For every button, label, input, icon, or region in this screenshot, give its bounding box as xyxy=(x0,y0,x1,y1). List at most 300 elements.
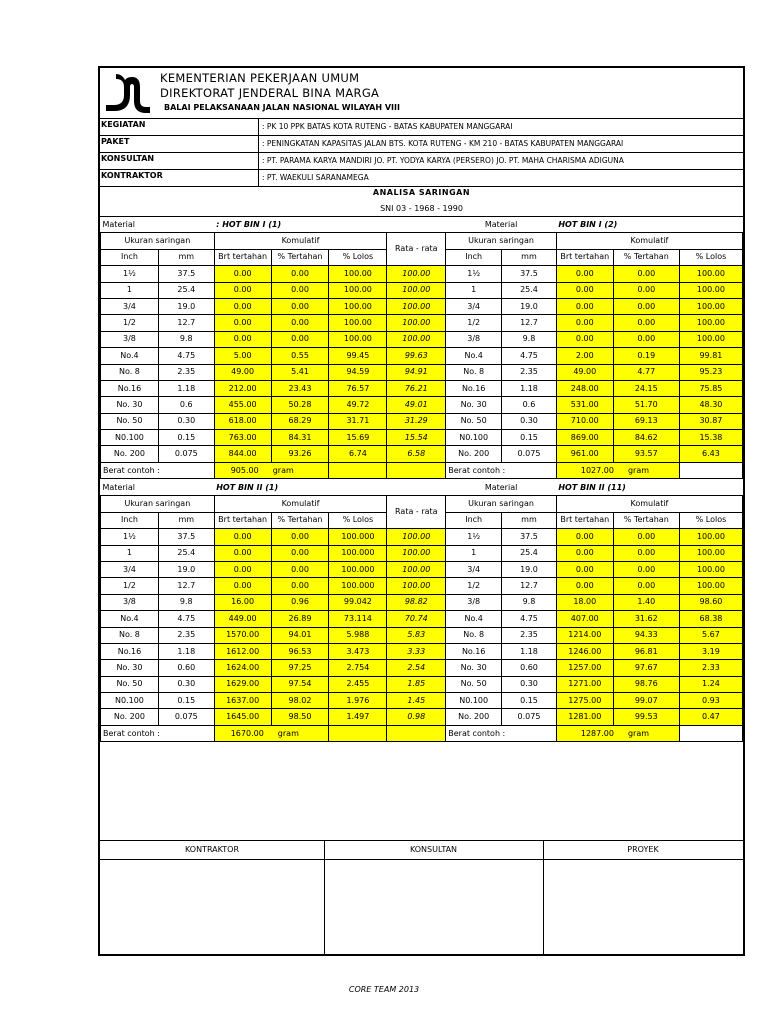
info-row xyxy=(100,169,743,187)
percent-retained: 0.00 xyxy=(613,282,679,298)
sieve-mm: 19.0 xyxy=(502,298,557,314)
sieve-mm: 0.075 xyxy=(502,709,557,725)
sieve-mm: 9.8 xyxy=(158,331,214,347)
sample-weight-label: Berat contoh : xyxy=(101,462,215,478)
percent-passing: 5.67 xyxy=(679,627,742,643)
retained-weight: 0.00 xyxy=(214,561,271,577)
percent-retained: 4.77 xyxy=(613,364,679,380)
retained-weight: 49.00 xyxy=(556,364,613,380)
col-header-brt: Brt tertahan xyxy=(214,249,271,265)
sieve-inch: 1/2 xyxy=(446,315,502,331)
average-passing: 99.63 xyxy=(387,348,446,364)
percent-retained: 0.00 xyxy=(613,266,679,282)
sieve-mm: 0.15 xyxy=(158,430,214,446)
percent-retained: 97.67 xyxy=(613,660,679,676)
sieve-inch: No. 200 xyxy=(446,709,502,725)
sieve-inch: 3/4 xyxy=(446,561,502,577)
average-passing: 70.74 xyxy=(387,611,446,627)
letterhead xyxy=(100,68,743,119)
col-header-komulatif: Komulatif xyxy=(214,496,387,512)
percent-passing: 99.45 xyxy=(329,348,387,364)
col-header-pct_l: % Lolos xyxy=(679,512,742,528)
col-header-mm: mm xyxy=(158,512,214,528)
percent-retained: 98.50 xyxy=(271,709,329,725)
sample-weight-label: Berat contoh : xyxy=(446,725,557,741)
sieve-inch: No.4 xyxy=(446,611,502,627)
retained-weight: 18.00 xyxy=(556,594,613,610)
sieve-inch: 3/4 xyxy=(101,561,159,577)
retained-weight: 0.00 xyxy=(556,298,613,314)
table-row xyxy=(101,643,743,659)
sieve-inch: 3/8 xyxy=(446,331,502,347)
retained-weight: 0.00 xyxy=(556,545,613,561)
retained-weight: 0.00 xyxy=(214,282,271,298)
percent-passing: 95.23 xyxy=(679,364,742,380)
percent-passing: 1.24 xyxy=(679,676,742,692)
col-header-rata: Rata - rata xyxy=(387,233,446,266)
sieve-mm: 1.18 xyxy=(158,643,214,659)
sample-weight-row xyxy=(101,725,743,741)
col-header-pct_l: % Lolos xyxy=(679,249,742,265)
sieve-mm: 25.4 xyxy=(158,282,214,298)
average-passing: 5.83 xyxy=(387,627,446,643)
sieve-inch: 1/2 xyxy=(446,578,502,594)
table-row xyxy=(101,315,743,331)
col-header-pct_t: % Tertahan xyxy=(271,249,329,265)
table-row xyxy=(101,413,743,429)
percent-passing: 100.000 xyxy=(329,545,387,561)
sample-weight-label: Berat contoh : xyxy=(446,462,557,478)
table-header-row xyxy=(101,496,743,512)
percent-passing: 76.57 xyxy=(329,380,387,396)
average-passing: 0.98 xyxy=(387,709,446,725)
signature-label: KONTRAKTOR xyxy=(100,841,324,860)
sieve-inch: No. 30 xyxy=(446,397,502,413)
sieve-mm: 0.6 xyxy=(158,397,214,413)
col-header-pct_t: % Tertahan xyxy=(271,512,329,528)
table-row xyxy=(101,364,743,380)
sieve-inch: No.4 xyxy=(101,348,159,364)
sieve-inch: No. 30 xyxy=(446,660,502,676)
percent-retained: 0.19 xyxy=(613,348,679,364)
table-row xyxy=(101,331,743,347)
retained-weight: 0.00 xyxy=(556,266,613,282)
material-name: : HOT BIN I (1) xyxy=(216,219,282,229)
average-passing: 100.00 xyxy=(387,545,446,561)
percent-retained: 0.00 xyxy=(613,545,679,561)
retained-weight: 531.00 xyxy=(556,397,613,413)
retained-weight: 1645.00 xyxy=(214,709,271,725)
percent-retained: 51.70 xyxy=(613,397,679,413)
document-frame xyxy=(98,66,745,956)
sieve-mm: 4.75 xyxy=(158,348,214,364)
signature-section xyxy=(100,840,743,955)
percent-passing: 15.38 xyxy=(679,430,742,446)
col-header-brt: Brt tertahan xyxy=(556,512,613,528)
sieve-mm: 0.075 xyxy=(158,446,214,462)
retained-weight: 449.00 xyxy=(214,611,271,627)
col-header-pct_t: % Tertahan xyxy=(613,512,679,528)
signature-box-konsultan xyxy=(324,841,544,955)
col-header-rata: Rata - rata xyxy=(387,496,446,529)
sieve-mm: 37.5 xyxy=(158,529,214,545)
percent-passing: 30.87 xyxy=(679,413,742,429)
table-row xyxy=(101,380,743,396)
retained-weight: 0.00 xyxy=(556,529,613,545)
retained-weight: 844.00 xyxy=(214,446,271,462)
retained-weight: 0.00 xyxy=(214,545,271,561)
sieve-inch: No.16 xyxy=(446,380,502,396)
sieve-inch: No. 200 xyxy=(101,446,159,462)
ministry-logo-icon xyxy=(102,71,152,116)
table-row xyxy=(101,693,743,709)
percent-retained: 68.29 xyxy=(271,413,329,429)
col-header-mm: mm xyxy=(158,249,214,265)
percent-retained: 99.07 xyxy=(613,693,679,709)
retained-weight: 49.00 xyxy=(214,364,271,380)
percent-passing: 2.455 xyxy=(329,676,387,692)
sieve-mm: 25.4 xyxy=(158,545,214,561)
sieve-mm: 0.30 xyxy=(158,413,214,429)
retained-weight: 212.00 xyxy=(214,380,271,396)
table-row xyxy=(101,298,743,314)
sieve-inch: 1/2 xyxy=(101,578,159,594)
percent-passing: 5.988 xyxy=(329,627,387,643)
retained-weight: 0.00 xyxy=(214,315,271,331)
retained-weight: 869.00 xyxy=(556,430,613,446)
sample-weight-value: 1027.00 gram xyxy=(556,462,679,478)
percent-retained: 0.00 xyxy=(271,578,329,594)
retained-weight: 407.00 xyxy=(556,611,613,627)
sieve-mm: 4.75 xyxy=(502,348,557,364)
percent-retained: 1.40 xyxy=(613,594,679,610)
material-label: Material xyxy=(102,219,135,229)
sieve-inch: No. 200 xyxy=(101,709,159,725)
sieve-inch: No.4 xyxy=(446,348,502,364)
retained-weight: 248.00 xyxy=(556,380,613,396)
sieve-inch: N0.100 xyxy=(446,430,502,446)
percent-retained: 0.00 xyxy=(271,315,329,331)
sieve-inch: No. 30 xyxy=(101,660,159,676)
table-row xyxy=(101,446,743,462)
percent-passing: 68.38 xyxy=(679,611,742,627)
percent-retained: 98.76 xyxy=(613,676,679,692)
col-header-ukuran: Ukuran saringan xyxy=(101,496,215,512)
signature-label: KONSULTAN xyxy=(324,841,543,860)
table-row xyxy=(101,430,743,446)
sieve-mm: 12.7 xyxy=(502,578,557,594)
col-header-pct_l: % Lolos xyxy=(329,512,387,528)
percent-passing: 100.00 xyxy=(329,331,387,347)
percent-passing: 100.000 xyxy=(329,529,387,545)
percent-passing: 100.00 xyxy=(679,298,742,314)
retained-weight: 1257.00 xyxy=(556,660,613,676)
table-row xyxy=(101,611,743,627)
sieve-inch: 1½ xyxy=(446,266,502,282)
sieve-mm: 9.8 xyxy=(502,594,557,610)
retained-weight: 0.00 xyxy=(556,561,613,577)
table-row xyxy=(101,561,743,577)
sieve-inch: 3/8 xyxy=(446,594,502,610)
sample-weight-value: 1670.00 gram xyxy=(214,725,329,741)
sieve-mm: 2.35 xyxy=(158,627,214,643)
percent-passing: 100.00 xyxy=(679,266,742,282)
sieve-mm: 37.5 xyxy=(158,266,214,282)
average-passing: 6.58 xyxy=(387,446,446,462)
average-passing: 3.33 xyxy=(387,643,446,659)
percent-passing: 48.30 xyxy=(679,397,742,413)
percent-passing: 100.00 xyxy=(679,561,742,577)
sieve-inch: No.16 xyxy=(101,643,159,659)
sieve-mm: 2.35 xyxy=(502,627,557,643)
retained-weight: 0.00 xyxy=(556,315,613,331)
info-value: : PK 10 PPK BATAS KOTA RUTENG - BATAS KABUPATEN MANGGARAI xyxy=(258,118,743,135)
percent-passing: 100.00 xyxy=(329,315,387,331)
percent-passing: 100.00 xyxy=(679,315,742,331)
sieve-inch: N0.100 xyxy=(101,693,159,709)
percent-passing: 99.042 xyxy=(329,594,387,610)
sieve-inch: 1½ xyxy=(446,529,502,545)
info-value: : PT. PARAMA KARYA MANDIRI JO. PT. YODYA KARYA (PERSERO) JO. PT. MAHA CHARISMA ADIGUNA xyxy=(258,152,743,169)
col-header-inch: Inch xyxy=(101,249,159,265)
retained-weight: 0.00 xyxy=(214,578,271,594)
table-row xyxy=(101,709,743,725)
col-header-pct_t: % Tertahan xyxy=(613,249,679,265)
percent-retained: 96.53 xyxy=(271,643,329,659)
sieve-mm: 12.7 xyxy=(502,315,557,331)
info-row xyxy=(100,152,743,170)
percent-passing: 0.93 xyxy=(679,693,742,709)
col-header-komulatif: Komulatif xyxy=(556,233,742,249)
percent-retained: 0.00 xyxy=(271,282,329,298)
sieve-mm: 1.18 xyxy=(158,380,214,396)
percent-retained: 0.55 xyxy=(271,348,329,364)
sieve-inch: No. 50 xyxy=(101,676,159,692)
sieve-mm: 0.15 xyxy=(502,693,557,709)
retained-weight: 1246.00 xyxy=(556,643,613,659)
table-row xyxy=(101,529,743,545)
col-header-ukuran: Ukuran saringan xyxy=(446,496,557,512)
average-passing: 100.00 xyxy=(387,298,446,314)
signature-box-kontraktor xyxy=(100,841,325,955)
percent-retained: 24.15 xyxy=(613,380,679,396)
sieve-inch: 1 xyxy=(446,545,502,561)
average-passing: 76.21 xyxy=(387,380,446,396)
sieve-mm: 9.8 xyxy=(502,331,557,347)
sieve-mm: 19.0 xyxy=(158,561,214,577)
sieve-inch: 1½ xyxy=(101,266,159,282)
percent-retained: 97.25 xyxy=(271,660,329,676)
col-header-inch: Inch xyxy=(101,512,159,528)
sample-weight-value: 1287.00 gram xyxy=(556,725,679,741)
col-header-mm: mm xyxy=(502,249,557,265)
sieve-inch: 1 xyxy=(101,282,159,298)
table-row xyxy=(101,627,743,643)
info-row xyxy=(100,135,743,153)
percent-retained: 0.00 xyxy=(271,561,329,577)
sieve-inch: No. 8 xyxy=(446,627,502,643)
col-header-ukuran: Ukuran saringan xyxy=(446,233,557,249)
sieve-mm: 9.8 xyxy=(158,594,214,610)
percent-retained: 0.00 xyxy=(613,331,679,347)
sieve-analysis-table xyxy=(100,480,743,742)
percent-retained: 26.89 xyxy=(271,611,329,627)
percent-passing: 73.114 xyxy=(329,611,387,627)
material-name: HOT BIN II (11) xyxy=(558,482,626,492)
percent-passing: 100.00 xyxy=(679,331,742,347)
sieve-inch: No. 8 xyxy=(101,627,159,643)
percent-passing: 49.72 xyxy=(329,397,387,413)
col-header-inch: Inch xyxy=(446,512,502,528)
retained-weight: 618.00 xyxy=(214,413,271,429)
sieve-mm: 0.30 xyxy=(502,413,557,429)
percent-passing: 100.00 xyxy=(329,282,387,298)
average-passing: 2.54 xyxy=(387,660,446,676)
sieve-mm: 12.7 xyxy=(158,315,214,331)
percent-retained: 93.26 xyxy=(271,446,329,462)
average-passing: 100.00 xyxy=(387,315,446,331)
percent-retained: 0.00 xyxy=(613,298,679,314)
average-passing: 100.00 xyxy=(387,282,446,298)
retained-weight: 0.00 xyxy=(214,331,271,347)
sieve-mm: 0.60 xyxy=(502,660,557,676)
sieve-inch: No. 8 xyxy=(446,364,502,380)
percent-passing: 100.00 xyxy=(679,545,742,561)
percent-passing: 100.00 xyxy=(679,578,742,594)
retained-weight: 1629.00 xyxy=(214,676,271,692)
sieve-inch: 1 xyxy=(446,282,502,298)
table-row xyxy=(101,545,743,561)
table-row xyxy=(101,676,743,692)
retained-weight: 1637.00 xyxy=(214,693,271,709)
office-name: BALAI PELAKSANAAN JALAN NASIONAL WILAYAH VIII xyxy=(164,103,400,112)
material-label: Material xyxy=(484,219,518,229)
average-passing: 1.85 xyxy=(387,676,446,692)
standard-reference: SNI 03 - 1968 - 1990 xyxy=(100,201,743,217)
table-row xyxy=(101,594,743,610)
percent-retained: 98.02 xyxy=(271,693,329,709)
percent-passing: 2.754 xyxy=(329,660,387,676)
sieve-inch: 1 xyxy=(101,545,159,561)
sieve-inch: No. 50 xyxy=(446,676,502,692)
percent-passing: 15.69 xyxy=(329,430,387,446)
percent-retained: 94.33 xyxy=(613,627,679,643)
col-header-mm: mm xyxy=(502,512,557,528)
percent-retained: 0.00 xyxy=(271,331,329,347)
percent-retained: 50.28 xyxy=(271,397,329,413)
col-header-brt: Brt tertahan xyxy=(556,249,613,265)
sieve-mm: 0.15 xyxy=(502,430,557,446)
sieve-inch: No. 30 xyxy=(101,397,159,413)
percent-retained: 0.00 xyxy=(271,529,329,545)
sieve-inch: No. 50 xyxy=(446,413,502,429)
sieve-inch: N0.100 xyxy=(101,430,159,446)
retained-weight: 0.00 xyxy=(556,331,613,347)
percent-retained: 96.81 xyxy=(613,643,679,659)
sieve-mm: 19.0 xyxy=(502,561,557,577)
average-passing: 100.00 xyxy=(387,529,446,545)
percent-retained: 0.00 xyxy=(271,266,329,282)
average-passing: 98.82 xyxy=(387,594,446,610)
sieve-inch: 3/4 xyxy=(101,298,159,314)
retained-weight: 16.00 xyxy=(214,594,271,610)
retained-weight: 710.00 xyxy=(556,413,613,429)
page-title: ANALISA SARINGAN xyxy=(372,188,471,197)
sieve-inch: N0.100 xyxy=(446,693,502,709)
percent-passing: 3.19 xyxy=(679,643,742,659)
percent-passing: 6.74 xyxy=(329,446,387,462)
sieve-inch: No. 200 xyxy=(446,446,502,462)
sieve-mm: 1.18 xyxy=(502,380,557,396)
average-passing: 100.00 xyxy=(387,578,446,594)
info-key: KEGIATAN xyxy=(101,120,146,129)
average-passing: 31.29 xyxy=(387,413,446,429)
table-row xyxy=(101,348,743,364)
average-passing: 94.91 xyxy=(387,364,446,380)
percent-retained: 99.53 xyxy=(613,709,679,725)
percent-retained: 31.62 xyxy=(613,611,679,627)
col-header-komulatif: Komulatif xyxy=(214,233,387,249)
col-header-ukuran: Ukuran saringan xyxy=(101,233,215,249)
footer-text: CORE TEAM 2013 xyxy=(348,985,420,994)
sieve-mm: 0.6 xyxy=(502,397,557,413)
percent-passing: 100.00 xyxy=(679,529,742,545)
percent-passing: 2.33 xyxy=(679,660,742,676)
table-row xyxy=(101,397,743,413)
percent-passing: 1.497 xyxy=(329,709,387,725)
col-header-komulatif: Komulatif xyxy=(556,496,742,512)
average-passing: 1.45 xyxy=(387,693,446,709)
retained-weight: 0.00 xyxy=(214,298,271,314)
table-row xyxy=(101,282,743,298)
ministry-name: KEMENTERIAN PEKERJAAN UMUM xyxy=(160,71,360,85)
table-header-row xyxy=(101,233,743,249)
info-value: : PT. WAEKULI SARANAMEGA xyxy=(258,169,743,186)
retained-weight: 961.00 xyxy=(556,446,613,462)
sieve-mm: 0.30 xyxy=(502,676,557,692)
sieve-inch: No. 50 xyxy=(101,413,159,429)
material-label: Material xyxy=(484,482,518,492)
material-name: HOT BIN II (1) xyxy=(216,482,279,492)
sieve-inch: No.4 xyxy=(101,611,159,627)
percent-passing: 0.47 xyxy=(679,709,742,725)
material-label: Material xyxy=(102,482,135,492)
retained-weight: 1275.00 xyxy=(556,693,613,709)
percent-passing: 100.00 xyxy=(329,298,387,314)
percent-retained: 0.00 xyxy=(271,298,329,314)
percent-retained: 0.00 xyxy=(271,545,329,561)
percent-passing: 94.59 xyxy=(329,364,387,380)
retained-weight: 0.00 xyxy=(556,282,613,298)
sieve-mm: 37.5 xyxy=(502,529,557,545)
retained-weight: 1271.00 xyxy=(556,676,613,692)
sieve-mm: 4.75 xyxy=(158,611,214,627)
percent-retained: 0.00 xyxy=(613,315,679,331)
percent-retained: 0.96 xyxy=(271,594,329,610)
sieve-mm: 0.075 xyxy=(502,446,557,462)
percent-retained: 93.57 xyxy=(613,446,679,462)
info-key: KONTRAKTOR xyxy=(101,171,163,180)
sieve-inch: 3/8 xyxy=(101,594,159,610)
percent-retained: 0.00 xyxy=(613,578,679,594)
sieve-mm: 25.4 xyxy=(502,545,557,561)
col-header-inch: Inch xyxy=(446,249,502,265)
material-row xyxy=(101,480,743,496)
average-passing: 100.00 xyxy=(387,561,446,577)
average-passing: 15.54 xyxy=(387,430,446,446)
sieve-mm: 25.4 xyxy=(502,282,557,298)
sieve-mm: 2.35 xyxy=(158,364,214,380)
